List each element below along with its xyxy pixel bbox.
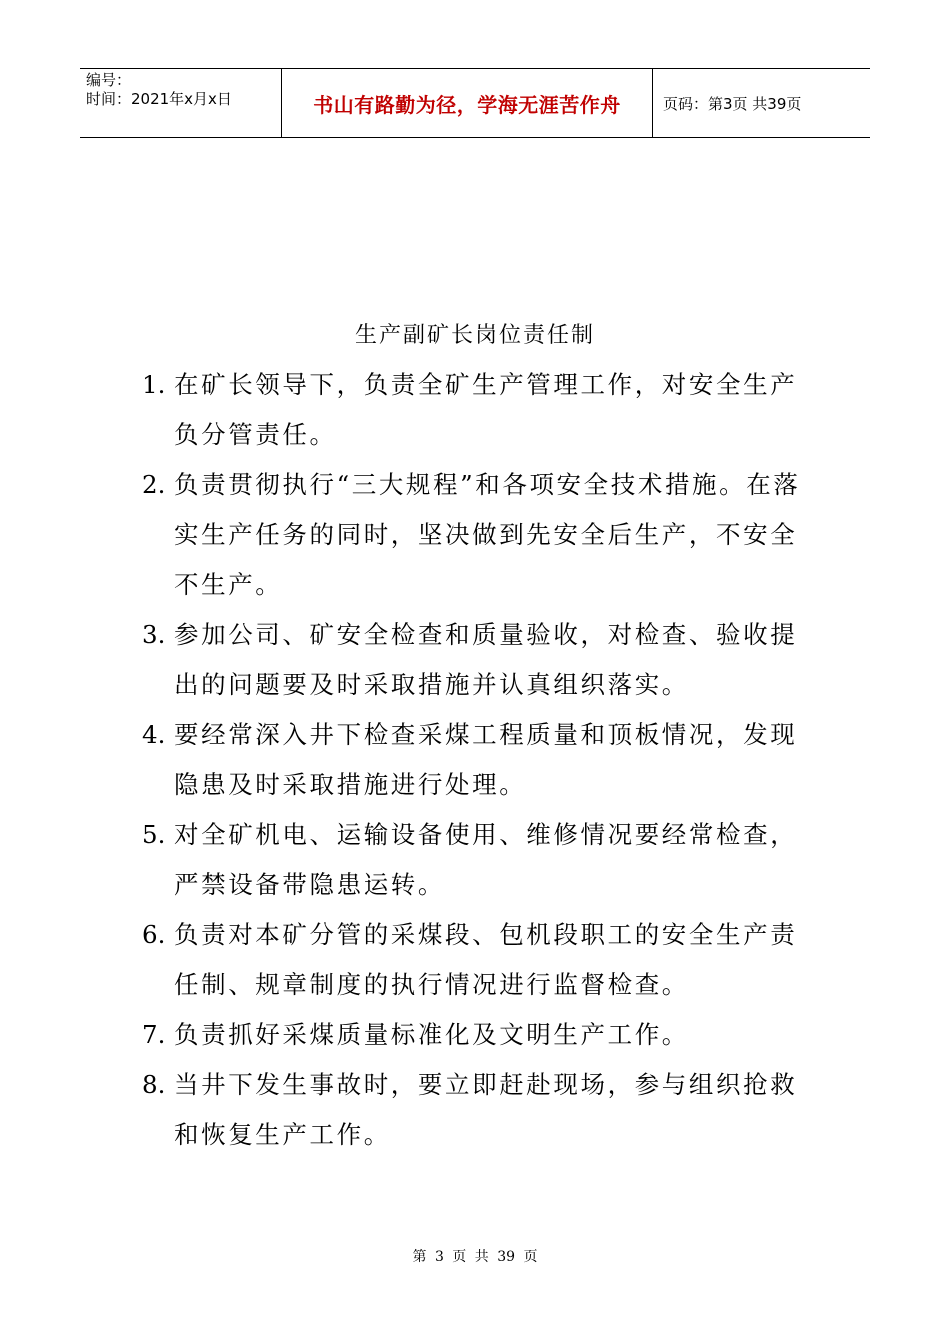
item-number: 8. bbox=[142, 1070, 166, 1099]
item-number: 1. bbox=[142, 370, 166, 399]
document-title: 生产副矿长岗位责任制 bbox=[354, 323, 595, 348]
list-item bbox=[142, 710, 810, 810]
list-item bbox=[142, 610, 810, 710]
time-label: 时间：2021年x月x日 bbox=[86, 90, 232, 108]
list-item bbox=[142, 1060, 810, 1160]
header-motto: 书山有路勤为径，学海无涯苦作舟 bbox=[282, 69, 653, 137]
item-number: 2. bbox=[142, 470, 166, 499]
header-page-info: 页码：第3页 共39页 bbox=[663, 94, 802, 113]
serial-number-label: 编号： bbox=[86, 71, 132, 89]
item-text: 负责对本矿分管的采煤段、包机段职工的安全生产责任制、规章制度的执行情况进行监督检查。 bbox=[174, 920, 798, 999]
list-item bbox=[142, 810, 810, 910]
responsibility-list bbox=[142, 360, 810, 1160]
item-text: 负责贯彻执行“三大规程”和各项安全技术措施。在落实生产任务的同时，坚决做到先安全后生产，不安全不生产。 bbox=[174, 470, 801, 599]
item-number: 7. bbox=[142, 1020, 166, 1049]
header-meta bbox=[80, 69, 282, 137]
item-number: 4. bbox=[142, 720, 166, 749]
list-item bbox=[142, 360, 810, 460]
item-number: 5. bbox=[142, 820, 166, 849]
list-item bbox=[142, 910, 810, 1010]
item-number: 3. bbox=[142, 620, 166, 649]
list-item bbox=[142, 460, 810, 610]
item-text: 当井下发生事故时，要立即赶赴现场，参与组织抢救和恢复生产工作。 bbox=[174, 1070, 798, 1149]
item-text: 要经常深入井下检查采煤工程质量和顶板情况，发现隐患及时采取措施进行处理。 bbox=[174, 720, 798, 799]
item-number: 6. bbox=[142, 920, 166, 949]
page-footer: 第 3 页 共 39 页 bbox=[412, 1249, 538, 1265]
page-header bbox=[80, 68, 870, 138]
item-text: 对全矿机电、运输设备使用、维修情况要经常检查，严禁设备带隐患运转。 bbox=[174, 820, 798, 899]
list-item bbox=[142, 1010, 810, 1060]
item-text: 参加公司、矿安全检查和质量验收，对检查、验收提出的问题要及时采取措施并认真组织落实。 bbox=[174, 620, 798, 699]
item-text: 负责抓好采煤质量标准化及文明生产工作。 bbox=[174, 1020, 689, 1049]
item-text: 在矿长领导下，负责全矿生产管理工作，对安全生产负分管责任。 bbox=[174, 370, 798, 449]
